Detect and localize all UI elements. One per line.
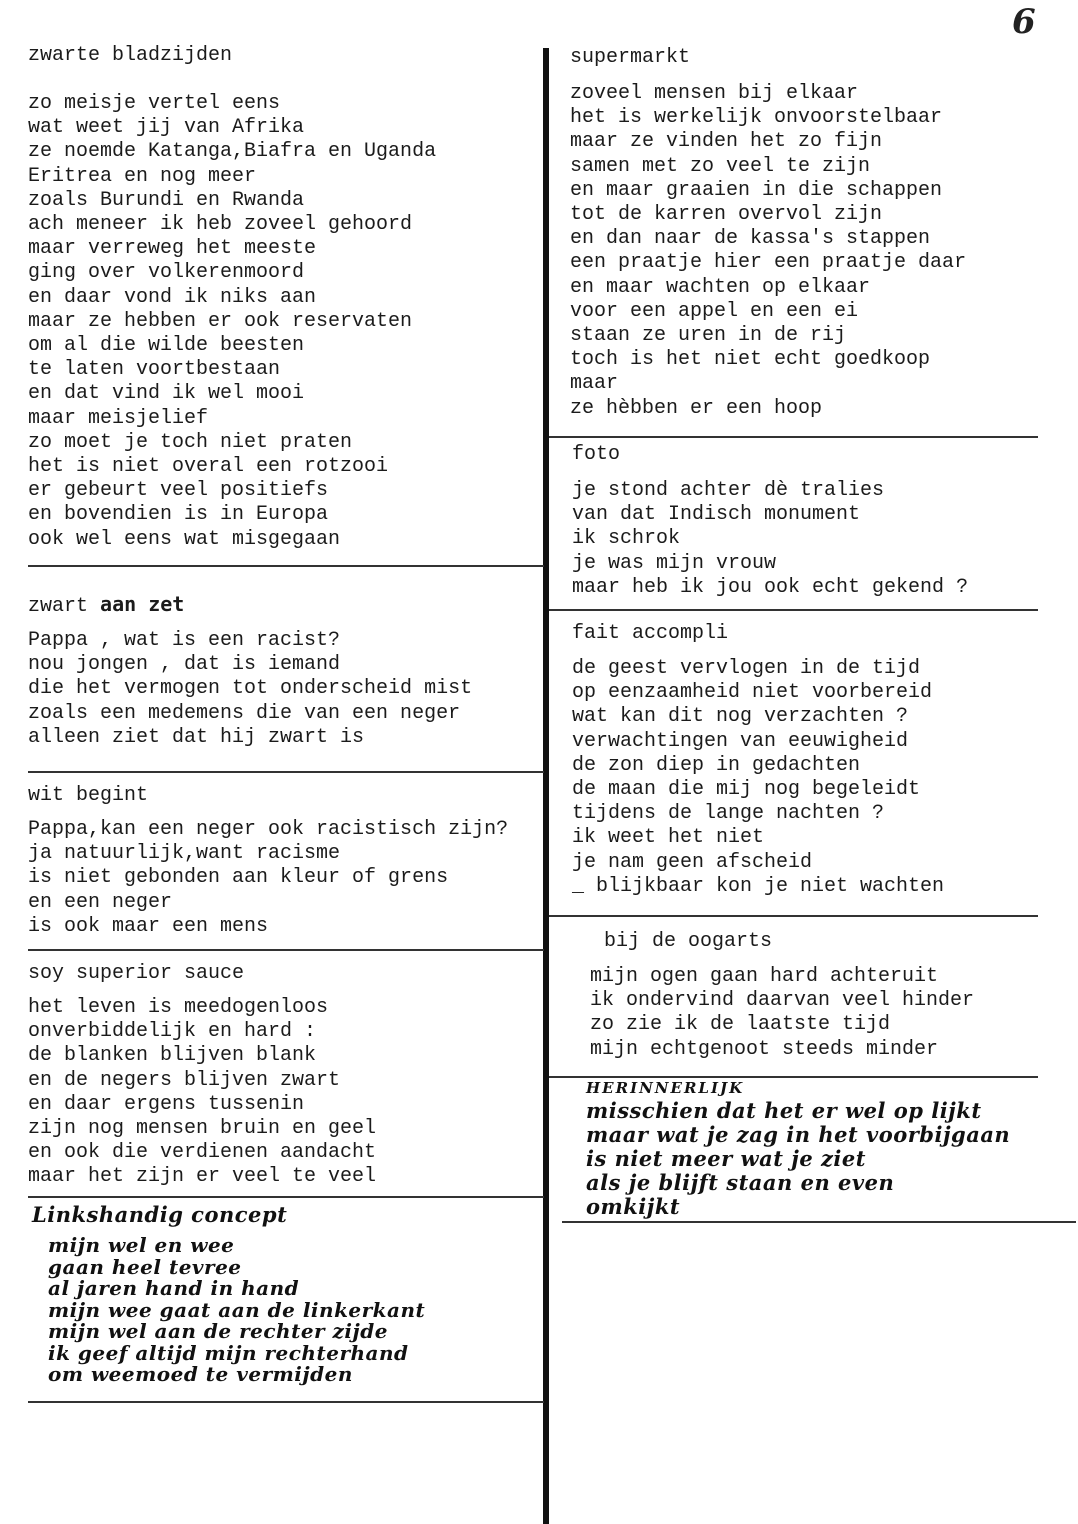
poem-line: voor een appel en een ei — [570, 299, 859, 323]
poem-line: al jaren hand in hand — [48, 1276, 300, 1300]
poem-linkshandig-concept — [32, 1203, 425, 1386]
poem-line: van dat Indisch monument — [572, 503, 861, 527]
poem-line: de blanken blijven blank — [28, 1044, 317, 1068]
poem-line: zoals Burundi en Rwanda — [28, 188, 305, 212]
poem-herinnerlijk — [586, 1079, 1010, 1219]
poem-zwart-aan-zet — [28, 592, 472, 750]
poem-line: ook wel eens wat misgegaan — [28, 527, 341, 551]
poem-line: toch is het niet echt goedkoop — [570, 348, 931, 372]
poem-line: wat kan dit nog verzachten ? — [572, 705, 909, 729]
poem-line: die het vermogen tot onderscheid mist — [28, 677, 473, 701]
section-divider — [28, 1196, 544, 1198]
poem-line: ik weet het niet — [572, 826, 765, 850]
poem-title: fait accompli — [572, 622, 729, 645]
poem-title: bij de oogarts — [604, 930, 773, 953]
poem-line: als je blijft staan en even — [586, 1170, 895, 1195]
poem-line: de geest vervlogen in de tijd — [572, 657, 921, 680]
poem-line: ja natuurlijk,want racisme — [28, 842, 341, 866]
poem-line: het is niet overal een rotzooi — [28, 455, 389, 479]
poem-line: en bovendien is in Europa — [28, 503, 329, 527]
poem-line: samen met zo veel te zijn — [570, 154, 871, 178]
poem-line: is ook maar een mens — [28, 914, 269, 938]
section-divider — [28, 565, 544, 567]
poem-line: Pappa , wat is een racist? — [28, 629, 341, 652]
poem-line: wat weet jij van Afrika — [28, 116, 305, 140]
poem-title: soy superior sauce — [28, 962, 245, 985]
poem-line: zoveel mensen bij elkaar — [570, 82, 859, 105]
column-divider — [543, 48, 549, 1524]
poem-line: en dan naar de kassa's stappen — [570, 227, 931, 251]
poem-line: een praatje hier een praatje daar — [570, 251, 967, 275]
poem-title: HERINNERLIJK — [586, 1079, 745, 1097]
poem-supermarkt — [570, 46, 966, 421]
poem-line: op eenzaamheid niet voorbereid — [572, 681, 933, 705]
poem-line: tot de karren overvol zijn — [570, 203, 883, 227]
poem-line: Pappa,kan een neger ook racistisch zijn? — [28, 818, 509, 841]
poem-line: de zon diep in gedachten — [572, 753, 861, 777]
poem-title: wit begint — [28, 784, 149, 807]
poem-line: verwachtingen van eeuwigheid — [572, 729, 909, 753]
poem-soy-superior-sauce — [28, 962, 376, 1190]
section-divider — [549, 1076, 1038, 1078]
poem-line: mijn wel aan de rechter zijde — [48, 1319, 388, 1343]
poem-zwarte-bladzijden — [28, 44, 436, 552]
poem-line: Eritrea en nog meer — [28, 164, 257, 188]
poem-line: het is werkelijk onvoorstelbaar — [570, 106, 943, 130]
poem-line: je was mijn vrouw — [572, 551, 777, 575]
poem-bij-de-oogarts — [590, 930, 974, 1062]
poem-title: Linkshandig concept — [32, 1202, 288, 1227]
poem-line: te laten voortbestaan — [28, 358, 281, 382]
poem-line: maar wat je zag in het voorbijgaan — [586, 1122, 1011, 1147]
poem-line: maar meisjelief — [28, 406, 209, 430]
poem-line: maar het zijn er veel te veel — [28, 1165, 377, 1189]
poem-line: maar ze vinden het zo fijn — [570, 130, 883, 154]
poem-title: zwart aan zet — [28, 592, 185, 618]
poem-line: nou jongen , dat is iemand — [28, 653, 341, 677]
poem-line: _ blijkbaar kon je niet wachten — [572, 874, 945, 898]
poem-line: ik geef altijd mijn rechterhand — [48, 1340, 409, 1365]
poem-line: het leven is meedogenloos — [28, 996, 329, 1019]
poem-line: mijn wee gaat aan de linkerkant — [48, 1297, 426, 1322]
poem-line: is niet gebonden aan kleur of grens — [28, 866, 449, 890]
poem-line: en maar wachten op elkaar — [570, 275, 871, 299]
poem-line: zo meisje vertel eens — [28, 92, 281, 115]
poem-line: onverbiddelijk en hard : — [28, 1020, 317, 1044]
poem-title: zwarte bladzijden — [28, 44, 233, 67]
poem-line: ze hèbben er een hoop — [570, 396, 823, 420]
poem-line: ze noemde Katanga,Biafra en Uganda — [28, 140, 437, 164]
poem-line: en dat vind ik wel mooi — [28, 382, 305, 406]
poem-line: misschien dat het er wel op lijkt — [586, 1098, 982, 1123]
poem-line: zo moet je toch niet praten — [28, 430, 353, 454]
poem-line: ging over volkerenmoord — [28, 261, 305, 285]
poem-line: om weemoed te vermijden — [48, 1362, 353, 1386]
poem-line: zoals een medemens die van een neger — [28, 701, 461, 725]
poem-line: maar verreweg het meeste — [28, 237, 317, 261]
section-divider — [28, 1401, 544, 1403]
poem-line: staan ze uren in de rij — [570, 324, 847, 348]
poem-line: om al die wilde beesten — [28, 334, 305, 358]
poem-line: mijn wel en wee — [48, 1233, 235, 1257]
poem-line: en ook die verdienen aandacht — [28, 1141, 377, 1165]
poem-line: maar ze hebben er ook reservaten — [28, 309, 413, 333]
poem-title: foto — [572, 443, 621, 466]
poem-line: mijn ogen gaan hard achteruit — [590, 965, 939, 988]
section-divider — [549, 609, 1038, 611]
poem-line: je nam geen afscheid — [572, 850, 813, 874]
section-divider — [28, 949, 544, 951]
poem-line: je stond achter dè tralies — [572, 479, 885, 502]
poem-line: zo zie ik de laatste tijd — [590, 1013, 891, 1037]
poem-foto — [572, 443, 968, 600]
poem-line: mijn echtgenoot steeds minder — [590, 1037, 939, 1061]
poem-line: maar heb ik jou ook echt gekend ? — [572, 575, 969, 599]
poem-line: is niet meer wat je ziet — [586, 1146, 866, 1171]
poem-title: supermarkt — [570, 46, 691, 69]
poem-line: er gebeurt veel positiefs — [28, 479, 329, 503]
poem-line: en daar ergens tussenin — [28, 1092, 305, 1116]
poem-line: alleen ziet dat hij zwart is — [28, 725, 365, 749]
poem-line: en daar vond ik niks aan — [28, 285, 317, 309]
poem-line: ik schrok — [572, 527, 681, 551]
section-divider — [549, 915, 1038, 917]
page-number: 6 — [1012, 2, 1036, 42]
poem-line: zijn nog mensen bruin en geel — [28, 1117, 377, 1141]
poem-line: en maar graaien in die schappen — [570, 178, 943, 202]
poem-line: en een neger — [28, 890, 173, 914]
section-divider — [28, 771, 544, 773]
poem-line: ach meneer ik heb zoveel gehoord — [28, 213, 413, 237]
poem-line: maar — [570, 372, 619, 396]
section-divider — [549, 436, 1038, 438]
poem-line: de maan die mij nog begeleidt — [572, 778, 921, 802]
section-divider — [562, 1221, 1076, 1223]
poem-line: tijdens de lange nachten ? — [572, 802, 885, 826]
poem-line: gaan heel tevree — [48, 1254, 242, 1279]
poem-line: en de negers blijven zwart — [28, 1068, 341, 1092]
poem-line: ik ondervind daarvan veel hinder — [590, 989, 975, 1013]
poem-fait-accompli — [572, 622, 944, 899]
poem-wit-begint — [28, 784, 508, 939]
poem-line: omkijkt — [586, 1194, 681, 1219]
